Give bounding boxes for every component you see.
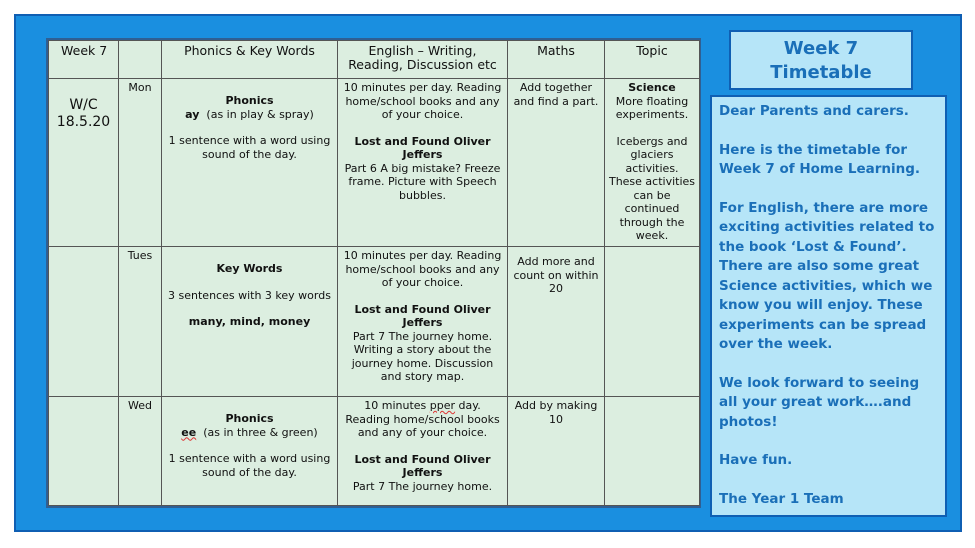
wed-english-cell (338, 397, 508, 506)
header-week: Week 7 (49, 41, 119, 79)
wed-wc-empty (49, 397, 119, 506)
wed-phonics-sound-line (165, 426, 334, 440)
header-row (49, 41, 700, 79)
mon-english-cell (338, 79, 508, 247)
tues-keywords-cell (162, 247, 338, 397)
tues-english-reading: 10 minutes per day. Reading home/school books and any of your choice. (343, 249, 502, 289)
tues-english-cell (338, 247, 508, 397)
mon-english-reading: 10 minutes per day. Reading home/school books and any of your choice. (343, 81, 502, 121)
table-row-tues (49, 247, 700, 397)
day-mon: Mon (119, 79, 162, 247)
wed-english-book: Lost and Found Oliver Jeffers (354, 452, 491, 479)
letter-greeting: Dear Parents and carers. (719, 103, 909, 119)
letter-signoff: The Year 1 Team (719, 490, 844, 507)
wed-maths-cell: Add by making 10 (508, 397, 605, 506)
tues-maths-text: Add more and count on within 20 (513, 255, 599, 295)
week-title: Week 7 Timetable (770, 38, 872, 83)
wed-phonics-title: Phonics (225, 412, 274, 425)
mon-maths-cell: Add together and find a part. (508, 79, 605, 247)
tues-topic-cell (605, 247, 700, 397)
tues-keywords-words: many, mind, money (188, 315, 311, 328)
header-topic: Topic (605, 41, 700, 79)
tues-english-part: Part 7 The journey home. Writing a story about the journey home. Discussion and story map. (351, 329, 494, 383)
mon-topic-line2: Icebergs and glaciers activities. These activities can be continued through the week. (608, 134, 696, 242)
tues-english-book: Lost and Found Oliver Jeffers (354, 302, 491, 329)
wed-english-reading (341, 399, 504, 440)
tues-wc-empty (49, 247, 119, 397)
parent-letter (710, 95, 947, 517)
wed-phonics-sound: ee (181, 425, 197, 439)
day-tues: Tues (119, 247, 162, 397)
tues-maths-cell (508, 247, 605, 397)
wed-english-part: Part 7 The journey home. (352, 479, 493, 493)
wed-phonics-cell (162, 397, 338, 506)
mon-topic-cell (605, 79, 700, 247)
letter-para4: Have fun. (719, 452, 793, 468)
mon-phonics-example: (as in play & spray) (206, 107, 314, 121)
letter-para3: We look forward to seeing all your great work….and photos! (719, 374, 920, 430)
timetable-table (48, 40, 700, 506)
wed-english-reading-misspelt: pper (429, 399, 456, 412)
wed-english-reading-a: 10 minutes (364, 399, 430, 412)
mon-topic-line1: More floating experiments. (615, 94, 689, 121)
mon-phonics-sound: ay (185, 107, 200, 121)
week-title-box (729, 30, 913, 90)
mon-english-part: Part 6 A big mistake? Freeze frame. Picture with Speech bubbles. (344, 161, 501, 202)
wed-phonics-task: 1 sentence with a word using sound of the day. (168, 452, 331, 479)
letter-para1: Here is the timetable for Week 7 of Home Learning. (719, 141, 921, 177)
header-phonics: Phonics & Key Words (162, 41, 338, 79)
table-row-wed (49, 397, 700, 506)
mon-english-book: Lost and Found Oliver Jeffers (354, 134, 491, 161)
wed-topic-cell (605, 397, 700, 506)
day-wed: Wed (119, 397, 162, 506)
header-maths: Maths (508, 41, 605, 79)
mon-phonics-title: Phonics (225, 94, 274, 107)
wed-english-reading-b: day. Reading home/school books and any of your choice. (345, 399, 500, 439)
header-english (338, 41, 508, 79)
mon-topic-title: Science (628, 81, 676, 94)
mon-phonics-cell (162, 79, 338, 247)
header-english-text: English – Writing, Reading, Discussion etc (348, 43, 497, 72)
week-commencing: W/C 18.5.20 (49, 79, 119, 247)
header-day (119, 41, 162, 79)
letter-para2: For English, there are more exciting activities related to the book ‘Lost & Found’. There are also some great Science activities, which we know you will enjoy. These experiments can be spread over the week. (719, 199, 935, 352)
wed-phonics-example: (as in three & green) (203, 425, 318, 439)
tues-keywords-task: 3 sentences with 3 key words (168, 288, 331, 302)
mon-phonics-task: 1 sentence with a word using sound of the day. (168, 134, 331, 161)
tues-keywords-title: Key Words (216, 262, 283, 275)
timetable-table-panel (46, 38, 701, 508)
mon-phonics-sound-line (165, 108, 334, 122)
table-row-mon (49, 79, 700, 247)
